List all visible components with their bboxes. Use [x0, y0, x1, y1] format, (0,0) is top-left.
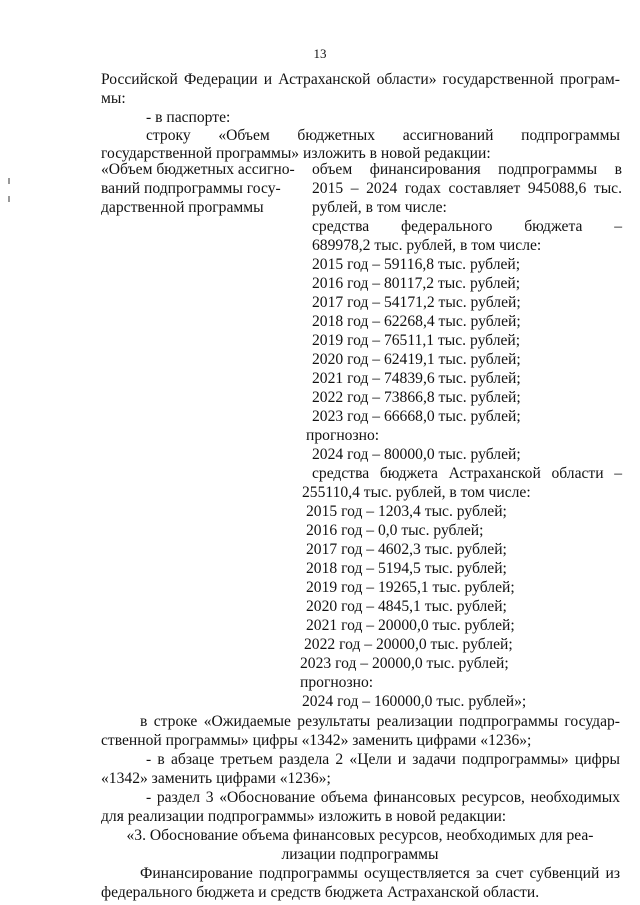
right-intro-line: рублей, в том числе: — [312, 199, 447, 216]
federal-year-item: 2021 год – 74839,6 тыс. рублей; — [312, 370, 521, 387]
right-intro-line: объем финансирования подпрограммы в — [312, 161, 622, 178]
intro-line-1: Российской Федерации и Астраханской области» государственной програм- — [101, 71, 620, 88]
para-3-line-1: - раздел 3 «Обоснование объема финансовых ресурсов, необходимых — [146, 789, 620, 806]
regional-year-item: 2022 год – 20000,0 тыс. рублей; — [304, 636, 513, 653]
intro-line-4: строку «Объем бюджетных ассигнований подпрограммы — [146, 127, 620, 144]
regional-year-item: 2020 год – 4845,1 тыс. рублей; — [306, 598, 507, 615]
federal-year-item: 2024 год – 80000,0 тыс. рублей; — [312, 446, 521, 463]
regional-year-item: 2015 год – 1203,4 тыс. рублей; — [306, 503, 507, 520]
regional-year-item: 2021 год – 20000,0 тыс. рублей; — [306, 617, 515, 634]
intro-line-2: мы: — [101, 90, 126, 107]
federal-year-item: 2019 год – 76511,1 тыс. рублей; — [312, 332, 521, 349]
left-cell-line: ваний подпрограммы госу- — [101, 180, 281, 197]
regional-year-item: 2019 год – 19265,1 тыс. рублей; — [306, 579, 515, 596]
federal-year-item: 2015 год – 59116,8 тыс. рублей; — [312, 256, 521, 273]
federal-year-item: 2018 год – 62268,4 тыс. рублей; — [312, 313, 521, 330]
scan-margin-mark — [8, 178, 10, 184]
para-2-line-1: - в абзаце третьем раздела 2 «Цели и задачи подпрограммы» цифры — [146, 751, 620, 768]
forecast-label: прогнозно: — [300, 674, 374, 691]
para-3-line-2: для реализации подпрограммы» изложить в новой редакции: — [101, 808, 507, 825]
page-number: 13 — [313, 46, 327, 61]
regional-budget-total: 255110,4 тыс. рублей, в том числе: — [302, 484, 531, 501]
federal-year-item: 2022 год – 73866,8 тыс. рублей; — [312, 389, 521, 406]
federal-budget-total: 689978,2 тыс. рублей, в том числе: — [312, 237, 542, 254]
federal-budget-line: средства федерального бюджета – — [312, 218, 622, 235]
regional-year-item: 2023 год – 20000,0 тыс. рублей; — [300, 655, 509, 672]
para-2-line-2: «1342» заменить цифрами «1236»; — [101, 770, 331, 787]
right-intro-line: 2015 – 2024 годах составляет 945088,6 тыс. — [312, 180, 622, 197]
regional-year-item: 2017 год – 4602,3 тыс. рублей; — [306, 541, 507, 558]
section-heading-line-1: «3. Обоснование объема финансовых ресурсов, необходимых для реа- — [126, 827, 594, 844]
section-heading-line-2: лизации подпрограммы — [281, 846, 439, 863]
regional-year-item: 2016 год – 0,0 тыс. рублей; — [306, 522, 484, 539]
para-4-line-1: Финансирование подпрограммы осуществляется за счет субвенций из — [140, 865, 620, 882]
scan-margin-mark — [8, 196, 10, 202]
forecast-label: прогнозно: — [306, 427, 380, 444]
passport-label: - в паспорте: — [146, 109, 231, 126]
intro-line-5: государственной программы» изложить в новой редакции: — [101, 145, 491, 162]
regional-year-item: 2024 год – 160000,0 тыс. рублей»; — [302, 693, 527, 710]
federal-year-item: 2023 год – 66668,0 тыс. рублей; — [312, 408, 521, 425]
federal-year-item: 2016 год – 80117,2 тыс. рублей; — [312, 275, 521, 292]
regional-budget-line: средства бюджета Астраханской области – — [312, 465, 622, 482]
regional-year-item: 2018 год – 5194,5 тыс. рублей; — [306, 560, 507, 577]
left-cell-line: дарственной программы — [101, 199, 264, 216]
para-4-line-2: федерального бюджета и средств бюджета Астраханской области. — [101, 884, 540, 901]
left-cell-line: «Объем бюджетных ассигно- — [101, 161, 295, 178]
para-1-line-2: ственной программы» цифры «1342» заменить цифрами «1236»; — [101, 732, 532, 749]
federal-year-item: 2020 год – 62419,1 тыс. рублей; — [312, 351, 521, 368]
federal-year-item: 2017 год – 54171,2 тыс. рублей; — [312, 294, 521, 311]
para-1-line-1: в строке «Ожидаемые результаты реализации подпрограммы государ- — [140, 713, 620, 730]
